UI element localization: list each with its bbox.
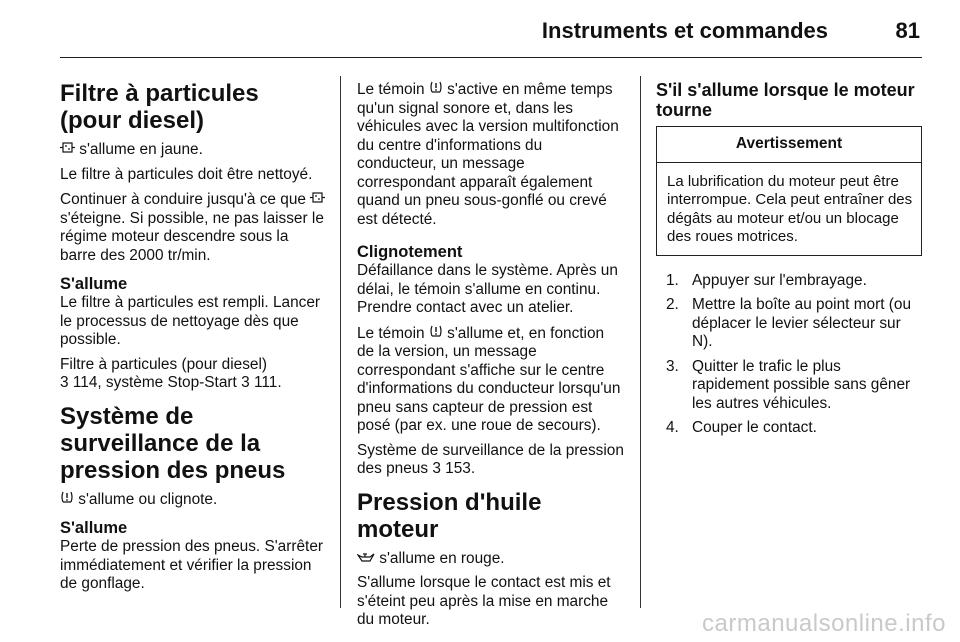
paragraph: s'allume en rouge.: [357, 549, 625, 569]
column-middle: [357, 80, 625, 636]
section-title: Instruments et commandes: [541, 18, 828, 43]
ref-arrow-icon: 3: [432, 460, 441, 477]
list-item: 2. Mettre la boîte au point mort (ou déplacer le levier sélecteur sur N).: [666, 296, 912, 350]
column-right: [656, 80, 922, 444]
paragraph: Le témoin s'active en même temps qu'un signal sonore et, dans les véhicules avec la version multifonction du centre d'informations du conducteur, un message correspondant apparaît également quand un pneu sous-gonflé ou crevé est détecté.: [357, 81, 619, 228]
tire-pressure-icon: [60, 490, 74, 509]
ref-arrow-icon: 3: [241, 374, 250, 391]
heading-engine-running: S'il s'allume lorsque le moteur tourne: [656, 80, 915, 120]
column-divider: [340, 76, 341, 608]
heading-oil-pressure: Pression d'huile moteur: [357, 488, 542, 543]
steps-list: [656, 272, 922, 438]
header-divider: [60, 57, 922, 58]
particulate-filter-icon: [60, 140, 75, 159]
cross-reference: Filtre à particules (pour diesel) 3 114, système Stop-Start 3 111.: [60, 355, 282, 391]
tire-pressure-icon: [429, 80, 443, 99]
paragraph: S'allume lorsque le contact est mis et s'éteint peu après la mise en marche du moteur.: [357, 574, 611, 628]
paragraph: s'allume ou clignote.: [60, 490, 326, 510]
watermark: carmanualsonline.info: [702, 610, 946, 637]
cross-reference: Système de surveillance de la pression des pneus 3 153.: [357, 441, 624, 477]
warning-title: Avertissement: [657, 127, 921, 163]
heading-particulate-filter: Filtre à particules (pour diesel): [60, 80, 259, 134]
subheading-sallume: S'allume: [60, 275, 128, 293]
subheading-sallume: S'allume: [60, 519, 128, 537]
paragraph: Le filtre à particules doit être nettoyé.: [60, 165, 313, 183]
subheading-clignotement: Clignotement: [357, 243, 463, 261]
list-item: 1. Appuyer sur l'embrayage.: [666, 271, 867, 289]
tire-pressure-icon: [429, 324, 443, 343]
column-divider: [640, 76, 641, 608]
page-number: 81: [895, 18, 920, 43]
oil-can-icon: [357, 549, 375, 568]
paragraph: s'allume en jaune.: [60, 140, 326, 160]
list-item: 3. Quitter le trafic le plus rapidement possible sans gêner les autres véhicules.: [666, 357, 911, 412]
warning-text: La lubrification du moteur peut être interrompue. Cela peut entraîner des dégâts au moteur et/ou un blocage des roues motrices.: [667, 172, 913, 245]
list-item: 4. Couper le contact.: [666, 419, 817, 436]
paragraph: Perte de pression des pneus. S'arrêter immédiatement et vérifier la pression de gonflage.: [60, 538, 324, 592]
particulate-filter-icon: [310, 190, 325, 209]
ref-arrow-icon: 3: [60, 374, 69, 391]
paragraph: Le témoin s'allume et, en fonction de la version, un message correspondant s'affiche sur le centre d'informations du conducteur lorsqu'un pneu sans capteur de pression est posé (par ex. une roue de secours).: [357, 324, 621, 434]
column-left: [60, 80, 326, 600]
paragraph: Le filtre à particules est rempli. Lancer le processus de nettoyage dès que possible.: [60, 294, 321, 348]
paragraph: Défaillance dans le système. Après un délai, le témoin s'allume en continu. Prendre contact avec un atelier.: [357, 262, 618, 316]
warning-box: [656, 126, 922, 256]
paragraph: Continuer à conduire jusqu'à ce que s'éteigne. Si possible, ne pas laisser le régime moteur descendre sous la barre des 2000 tr/min.: [60, 191, 324, 264]
heading-tpms: Système de surveillance de la pression des pneus: [60, 402, 286, 484]
